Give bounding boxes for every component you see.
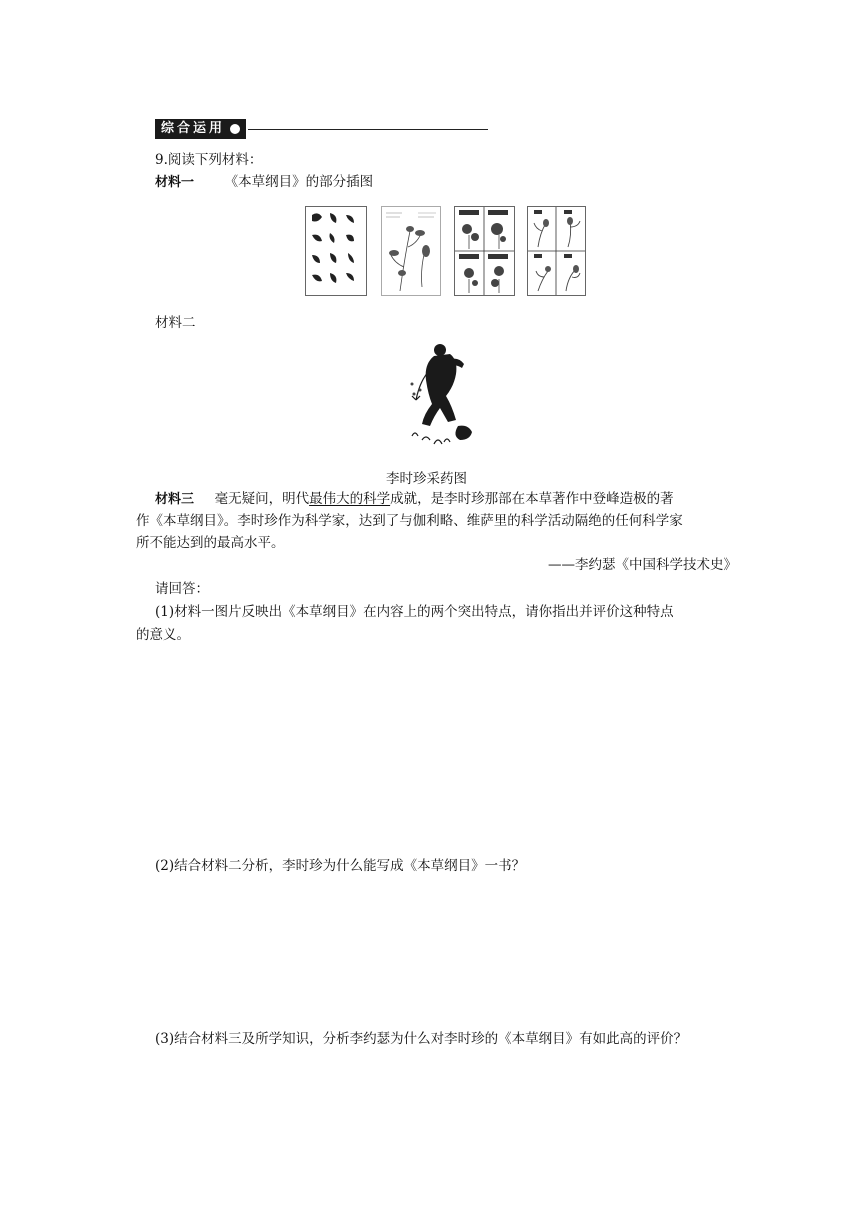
question-number-title: 9.阅读下列材料： [155,152,263,168]
question-3: (3)结合材料三及所学知识，分析李约瑟为什么对李时珍的《本草纲目》有如此高的评价？ [155,1031,688,1047]
material1-label: 材料一 [155,175,195,190]
birds-illustration-icon [306,207,366,295]
bullet-dot-icon [230,124,240,134]
material1-text: 《本草纲目》的部分插图 [224,174,374,190]
material2-label: 材料二 [155,315,196,331]
herb-illustration-icon [382,207,440,295]
li-shizhen-picture [408,340,484,452]
herb-gatherer-figure-icon [408,340,484,452]
question-1-line2: 的意义。 [136,627,190,643]
material3-source: ——李约瑟《中国科学技术史》 [548,557,737,573]
material3-text-b: 成就，是李时珍那部在本草著作中登峰造极的著 [390,491,674,507]
question-1-line1: (1)材料一图片反映出《本草纲目》在内容上的两个突出特点，请你指出并评价这种特点 [155,604,674,620]
answer-prompt: 请回答： [155,581,209,597]
section-title: 综合运用 [161,121,226,136]
illustration-plants-grid [454,206,515,296]
material3-underline-science: 科学 [363,491,391,507]
illustration-herb-page [381,206,441,296]
plants-illustration-icon [455,207,514,295]
question-2: (2)结合材料二分析，李时珍为什么能写成《本草纲目》一书？ [155,858,526,874]
section-divider [248,129,488,130]
material2-caption: 李时珍采药图 [386,471,467,487]
section-badge [155,119,246,139]
material3-line3: 所不能达到的最高水平。 [136,535,285,551]
material3-line2: 作《本草纲目》。李时珍作为科学家，达到了与伽利略、维萨里的科学活动隔绝的任何科学家 [136,513,683,529]
material1-line [155,173,373,192]
illustration-birds [305,206,367,296]
illustration-roots-grid [527,206,586,296]
material3-text-a: 毫无疑问，明代 [214,491,310,507]
section-header [155,118,488,140]
material3-line1 [155,490,674,509]
roots-illustration-icon [528,207,585,295]
material3-underline-greatest: 最伟大的 [309,491,364,507]
material3-label: 材料三 [155,492,195,507]
